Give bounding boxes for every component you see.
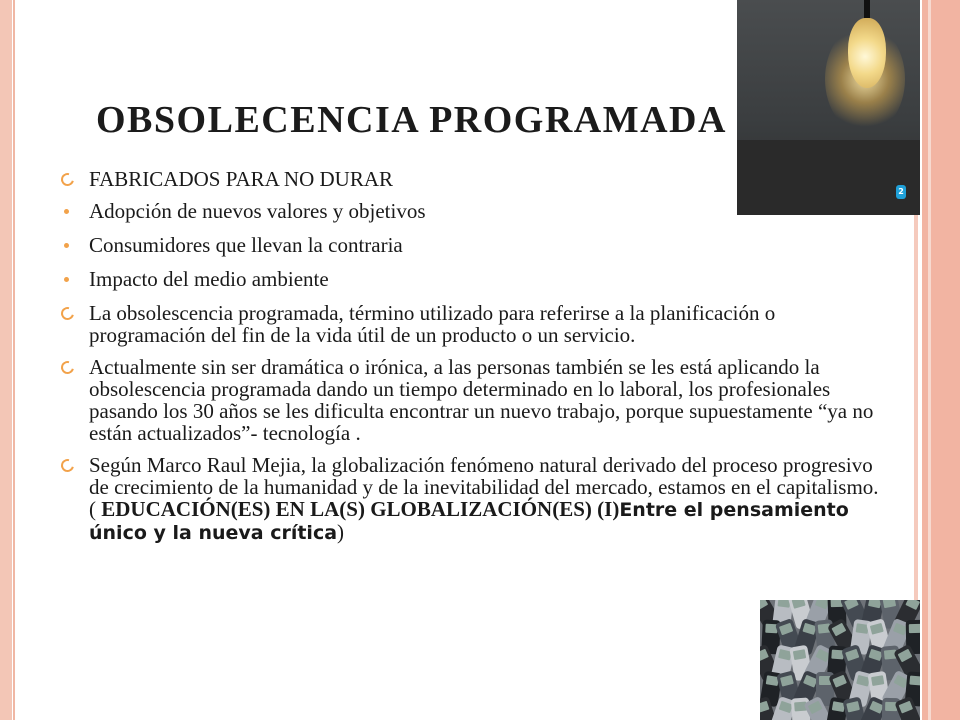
reference-subtitle: Entre el pensamiento único y la nueva crítica <box>89 499 849 544</box>
bullet-c-icon <box>59 359 77 377</box>
list-item-text: Impacto del medio ambiente <box>89 267 329 291</box>
list-item-text: La obsolescencia programada, término utilizado para referirse a la planificación o programación del fin de la vida útil de un producto o un servicio. <box>89 301 776 347</box>
bullet-c-icon <box>59 457 77 475</box>
list-item-text: Adopción de nuevos valores y objetivos <box>89 199 426 223</box>
reference-subtitle-prefix: (I) <box>597 497 620 521</box>
list-item <box>60 200 890 222</box>
bullet-dot-icon <box>64 209 69 214</box>
bullet-c-icon <box>59 305 77 323</box>
bullet-list <box>60 168 890 554</box>
photo-badge: 2 <box>896 185 906 199</box>
list-item <box>60 234 890 256</box>
reference-close: ) <box>337 520 345 544</box>
list-item-text: Consumidores que llevan la contraria <box>89 233 403 257</box>
list-item-text: FABRICADOS PARA NO DURAR <box>89 167 393 191</box>
list-item <box>60 268 890 290</box>
slide-left-rule <box>0 0 12 720</box>
bullet-dot-icon <box>64 277 69 282</box>
list-item <box>60 302 890 346</box>
list-item <box>60 168 890 190</box>
bullet-dot-icon <box>64 243 69 248</box>
slide-right-band <box>922 0 960 720</box>
old-phones-photo <box>760 600 920 720</box>
slide-title: OBSOLECENCIA PROGRAMADA <box>96 99 727 141</box>
light-bulb-icon <box>848 18 886 88</box>
reference-open: ( <box>89 497 102 521</box>
list-item-text: Actualmente sin ser dramática o irónica, a las personas también se les está aplicando la obsolescencia programada dando un tiempo determinado en lo laboral, los profesionales pasando los 30 años se les dificulta encontrar un nuevo trabajo, porque supuestamente “ya no están actualizados”- tecnología . <box>89 355 874 445</box>
reference-title: EDUCACIÓN(ES) EN LA(S) GLOBALIZACIÓN(ES) <box>101 497 592 521</box>
list-item <box>60 356 890 444</box>
bullet-c-icon <box>59 171 77 189</box>
list-item <box>60 454 890 544</box>
list-item-text: Según Marco Raul Mejia, la globalización fenómeno natural derivado del proceso progresivo de crecimiento de la humanidad y de la inevitabilidad del mercado, estamos en el capitalismo. <box>89 453 879 499</box>
